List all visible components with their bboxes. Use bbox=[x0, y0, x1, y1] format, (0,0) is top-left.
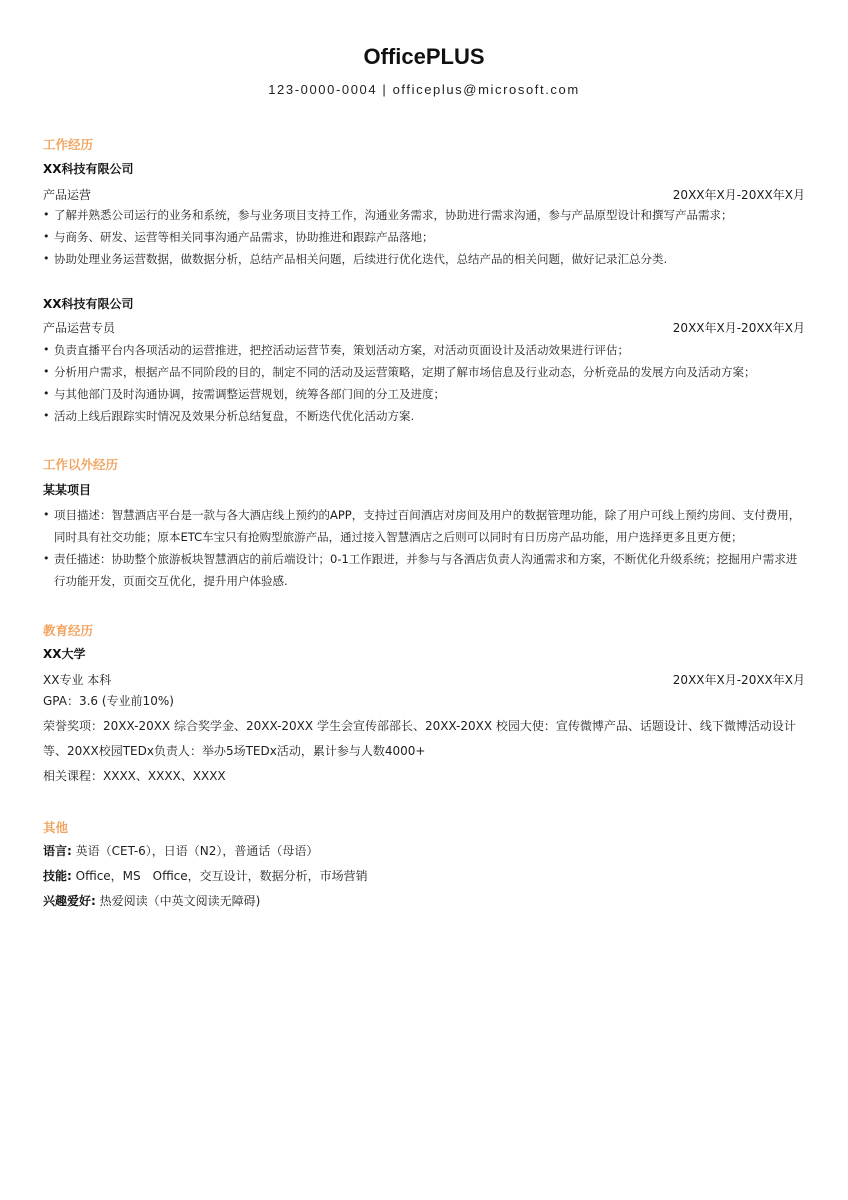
bullet-item: • 分析用户需求，根据产品不同阶段的目的，制定不同的活动及运营策略，定期了解市场信息及行业动态，分析竞品的发展方向及活动方案； bbox=[43, 361, 805, 383]
date-range: 20XX年X月-20XX年X月 bbox=[672, 321, 805, 335]
role-title: 产品运营专员 bbox=[43, 321, 116, 335]
bullet-item: • 责任描述：协助整个旅游板块智慧酒店的前后端设计；0-1工作跟进，并参与与各酒店负责人沟通需求和方案，不断优化升级系统；挖掘用户需求进行功能开发，页面交互优化，提升用户体验感. bbox=[43, 548, 805, 592]
major: XX专业 本科 bbox=[43, 673, 112, 687]
job-entry bbox=[43, 161, 805, 270]
other-details bbox=[43, 839, 805, 914]
bullet-item: • 负责直播平台内各项活动的运营推进，把控活动运营节奏，策划活动方案，对活动页面设计及活动效果进行评估； bbox=[43, 339, 805, 361]
role-title: 产品运营 bbox=[43, 188, 92, 202]
gpa: GPA：3.6 (专业前10%) bbox=[43, 694, 174, 708]
section-title-extra: 工作以外经历 bbox=[43, 457, 119, 472]
role-row bbox=[43, 320, 805, 337]
bullet-item: • 活动上线后跟踪实时情况及效果分析总结复盘，不断迭代优化活动方案. bbox=[43, 405, 805, 427]
languages-value: 英语（CET-6），日语（N2），普通话（母语） bbox=[75, 844, 319, 858]
hobbies-value: 热爱阅读（中英文阅读无障碍) bbox=[99, 894, 261, 908]
hobbies-label: 兴趣爱好: bbox=[43, 894, 96, 908]
candidate-name: OfficePLUS bbox=[363, 44, 485, 69]
major-row bbox=[43, 672, 805, 689]
education-details bbox=[43, 689, 805, 789]
project-bullets bbox=[43, 504, 805, 592]
section-title-work: 工作经历 bbox=[43, 137, 94, 152]
section-title-education: 教育经历 bbox=[43, 623, 94, 638]
school-name: XX大学 bbox=[43, 647, 86, 661]
date-range: 20XX年X月-20XX年X月 bbox=[672, 188, 805, 202]
bullet-item: • 与其他部门及时沟通协调，按需调整运营规划，统筹各部门间的分工及进度； bbox=[43, 383, 805, 405]
job-bullets bbox=[43, 204, 805, 270]
languages-label: 语言: bbox=[43, 844, 72, 858]
company-name: XX科技有限公司 bbox=[43, 162, 134, 176]
date-range: 20XX年X月-20XX年X月 bbox=[672, 673, 805, 687]
bullet-item: • 协助处理业务运营数据，做数据分析，总结产品相关问题，后续进行优化迭代，总结产品的相关问题，做好记录汇总分类. bbox=[43, 248, 805, 270]
skills-label: 技能: bbox=[43, 869, 72, 883]
resume-body bbox=[43, 136, 805, 914]
job-entry bbox=[43, 296, 805, 427]
section-title-other: 其他 bbox=[43, 820, 69, 835]
skills-value: Office，MS Office，交互设计，数据分析，市场营销 bbox=[75, 869, 368, 883]
company-name: XX科技有限公司 bbox=[43, 297, 134, 311]
contact-line: 123-0000-0004 | officeplus@microsoft.com bbox=[268, 82, 580, 97]
hobbies bbox=[43, 889, 805, 914]
languages bbox=[43, 839, 805, 864]
job-bullets bbox=[43, 339, 805, 427]
project-name: 某某项目 bbox=[43, 483, 92, 497]
bullet-item: • 与商务、研发、运营等相关同事沟通产品需求，协助推进和跟踪产品落地； bbox=[43, 226, 805, 248]
bullet-item: • 了解并熟悉公司运行的业务和系统，参与业务项目支持工作，沟通业务需求，协助进行需求沟通，参与产品原型设计和撰写产品需求； bbox=[43, 204, 805, 226]
honors: 荣誉奖项：20XX-20XX 综合奖学金、20XX-20XX 学生会宣传部部长、20XX-20XX 校园大使：宣传微博产品、话题设计、线下微博活动设计等、20XX校园TEDx负责人：举办5场TEDx活动，累计参与人数4000+ bbox=[43, 719, 796, 758]
role-row bbox=[43, 187, 805, 204]
bullet-item: • 项目描述：智慧酒店平台是一款与各大酒店线上预约的APP，支持过百间酒店对房间及用户的数据管理功能，除了用户可线上预约房间、支付费用，同时具有社交功能；原本ETC车宝只有抢购型旅游产品，通过接入智慧酒店之后则可以同时有日历房产品功能，用户选择更多且更方便； bbox=[43, 504, 805, 548]
skills bbox=[43, 864, 805, 889]
courses: 相关课程：XXXX、XXXX、XXXX bbox=[43, 769, 226, 783]
